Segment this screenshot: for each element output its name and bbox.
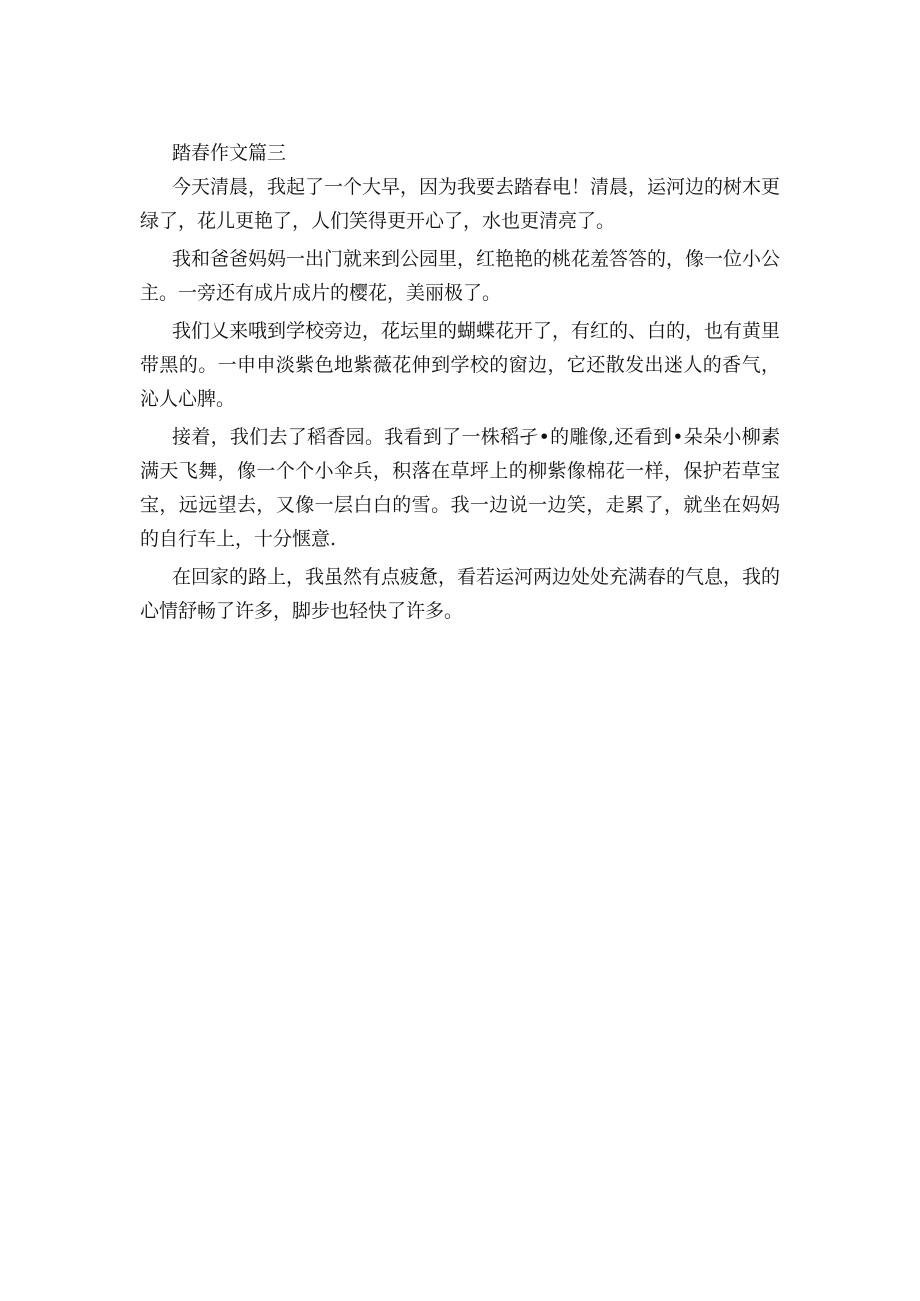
paragraph-2: 我和爸爸妈妈一出门就来到公园里，红艳艳的桃花羞答答的，像一位小公主。一旁还有成片成片的樱花，美丽极了。 bbox=[140, 248, 781, 304]
paragraph-3: 我们乂来哦到学校旁边，花坛里的蝴蝶花开了，有红的、白的，也有黄里带黑的。一申申淡紫色地紫薇花伸到学校的窗边，它还散发出迷人的香气，沁人心脾。 bbox=[140, 320, 781, 410]
document-title: 踏春作文篇三 bbox=[172, 142, 287, 164]
paragraph-1: 今天清晨，我起了一个大早，因为我要去踏春电！清晨，运河边的树木更绿了，花儿更艳了，人们笑得更开心了，水也更清亮了。 bbox=[140, 176, 781, 232]
document-body bbox=[140, 136, 780, 628]
paragraph-4: 接着，我们去了稻香园。我看到了一株稻孑•的雕像,还看到•朵朵小柳素满天飞舞，像一个个小伞兵，积落在草坪上的柳紫像棉花一样，保护若草宝宝，远远望去，又像一层白白的雪。我一边说一边笑，走累了，就坐在妈妈的自行车上，十分惬意. bbox=[140, 426, 780, 550]
paragraph-5: 在回家的路上，我虽然有点疲惫，看若运河两边处处充满春的气息，我的心情舒畅了许多，脚步也轻快了许多。 bbox=[140, 566, 781, 622]
